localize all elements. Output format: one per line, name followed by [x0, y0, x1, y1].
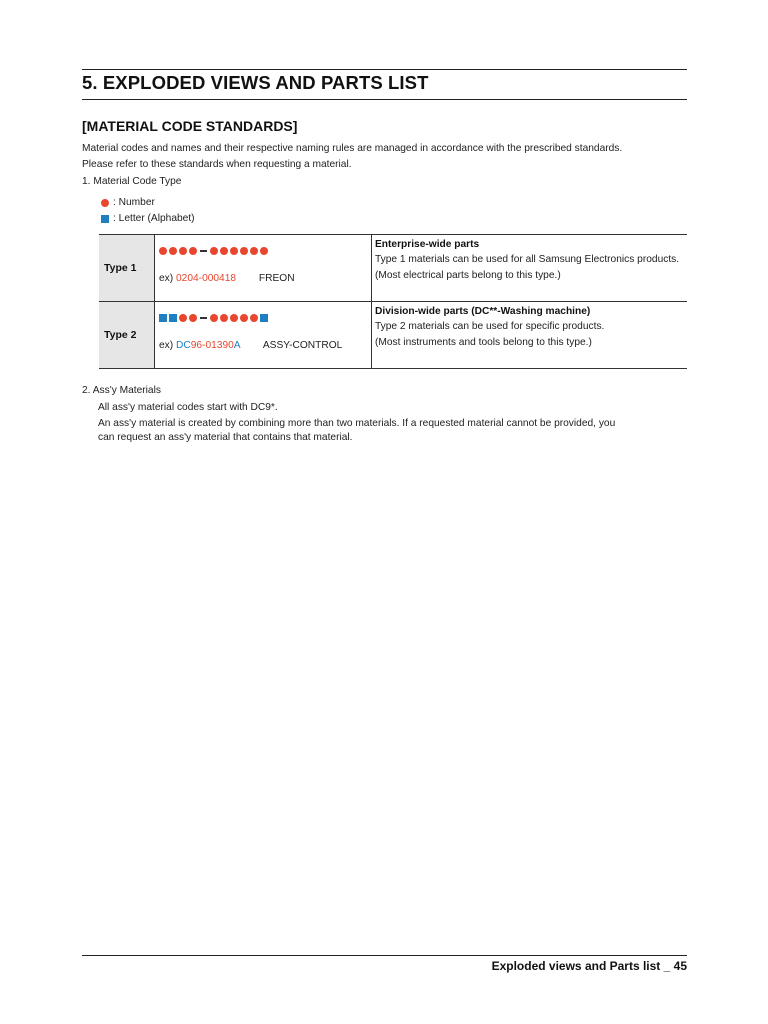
letter-marker-icon [169, 314, 177, 322]
code-pattern [159, 241, 371, 261]
number-marker-icon [189, 247, 197, 255]
letter-marker-icon [159, 314, 167, 322]
example-code-suffix: A [233, 340, 241, 351]
legend-letter-label: : Letter (Alphabet) [113, 213, 195, 224]
description-line: Type 2 materials can be used for specific products. [375, 321, 605, 332]
description-cell [372, 302, 688, 369]
letter-marker-icon [260, 314, 268, 322]
title-top-rule [82, 69, 687, 70]
item2-line-1: All ass'y material codes start with DC9*. [98, 402, 278, 413]
number-marker-icon [250, 314, 258, 322]
example-name: FREON [258, 273, 295, 284]
example-name: ASSY-CONTROL [262, 340, 343, 351]
section-title: [MATERIAL CODE STANDARDS] [82, 118, 298, 134]
example-prefix: ex) [159, 273, 176, 284]
example-dash: - [198, 273, 203, 284]
code-example [159, 340, 371, 351]
intro-line-1: Material codes and names and their respective naming rules are managed in accordance with the prescribed standards. [82, 143, 623, 154]
footer-page-label: Exploded views and Parts list _ 45 [491, 959, 687, 973]
number-marker-icon [101, 199, 109, 207]
description-cell [372, 235, 688, 302]
example-code-serial: 01390 [205, 340, 234, 351]
example-dash: - [202, 340, 206, 351]
item2-line-3: can request an ass'y material that contains that material. [98, 432, 353, 443]
number-marker-icon [230, 314, 238, 322]
number-marker-icon [240, 314, 248, 322]
legend-number-label: : Number [113, 197, 155, 208]
letter-marker-icon [101, 215, 109, 223]
description-note: (Most electrical parts belong to this type.) [375, 270, 561, 281]
description-line: Type 1 materials can be used for all Samsung Electronics products. [375, 254, 680, 265]
description-title: Division-wide parts (DC**-Washing machine) [375, 306, 591, 317]
type-label: Type 1 [99, 235, 155, 302]
number-marker-icon [250, 247, 258, 255]
title-bottom-rule [82, 99, 687, 100]
type-label: Type 2 [99, 302, 155, 369]
example-code-part-a: 0204 [175, 273, 199, 284]
number-marker-icon [260, 247, 268, 255]
legend-number [101, 197, 155, 208]
number-marker-icon [220, 314, 228, 322]
pattern-dash [200, 250, 207, 252]
footer-rule [82, 955, 687, 956]
example-code-part-b: 000418 [202, 273, 237, 284]
code-cell [155, 235, 372, 302]
number-marker-icon [179, 247, 187, 255]
item2-line-2: An ass'y material is created by combining more than two materials. If a requested material cannot be provided, you [98, 418, 616, 429]
material-code-table [99, 234, 687, 369]
table-row [99, 302, 687, 369]
number-marker-icon [179, 314, 187, 322]
description-title: Enterprise-wide parts [375, 239, 480, 250]
number-marker-icon [159, 247, 167, 255]
number-marker-icon [189, 314, 197, 322]
legend-letter [101, 213, 195, 224]
number-marker-icon [230, 247, 238, 255]
example-code-digits: 96 [190, 340, 203, 351]
pattern-dash [200, 317, 207, 319]
number-marker-icon [220, 247, 228, 255]
code-pattern [159, 308, 371, 328]
number-marker-icon [240, 247, 248, 255]
code-example [159, 273, 371, 284]
number-marker-icon [169, 247, 177, 255]
item1-heading: 1. Material Code Type [82, 176, 182, 187]
code-cell [155, 302, 372, 369]
description-note: (Most instruments and tools belong to this type.) [375, 337, 592, 348]
example-code-letters: DC [175, 340, 191, 351]
page-title: 5. EXPLODED VIEWS AND PARTS LIST [82, 72, 429, 93]
example-prefix: ex) [159, 340, 176, 351]
number-marker-icon [210, 314, 218, 322]
number-marker-icon [210, 247, 218, 255]
item2-heading: 2. Ass'y Materials [82, 385, 161, 396]
intro-line-2: Please refer to these standards when requesting a material. [82, 159, 352, 170]
table-row [99, 235, 687, 302]
